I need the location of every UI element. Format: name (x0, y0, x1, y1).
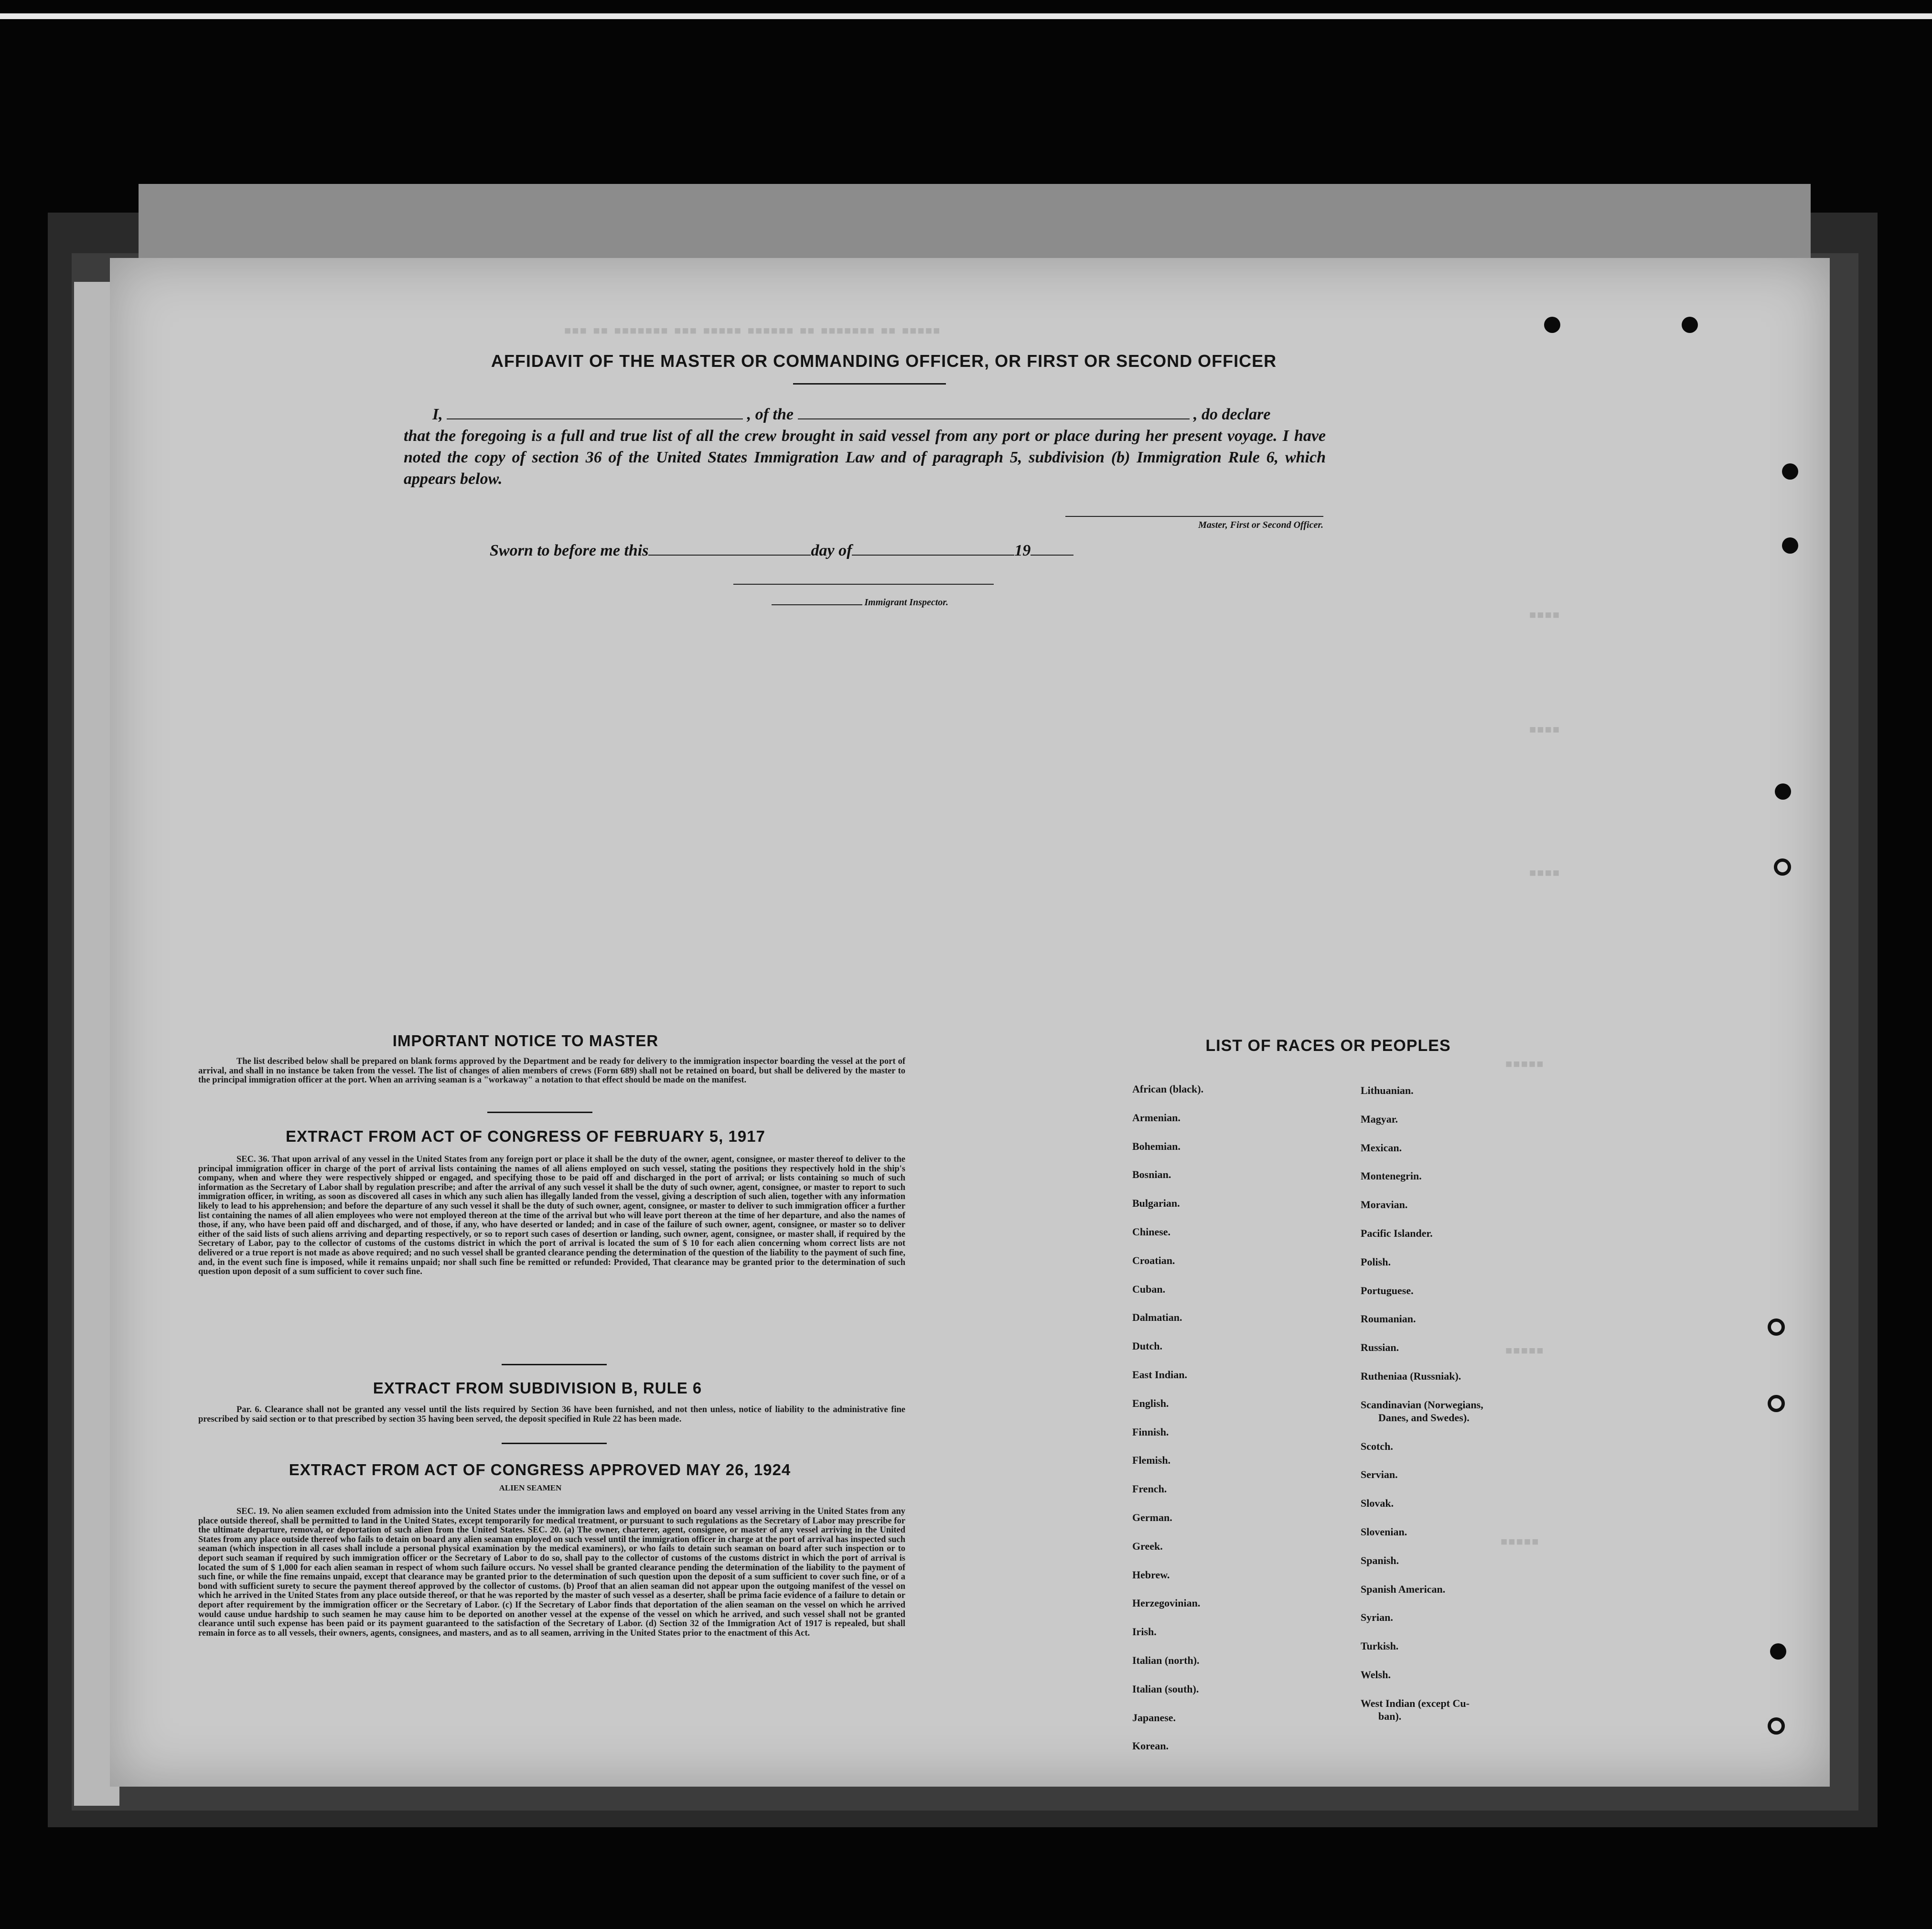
race-item: Slovak. (1361, 1497, 1394, 1510)
punch-hole (1782, 463, 1798, 480)
bleed-through: ▪▪▪▪▪ (1505, 1338, 1544, 1362)
sworn-line (490, 541, 1073, 560)
race-item: Polish. (1361, 1255, 1391, 1268)
signature-label: Master, First or Second Officer. (1198, 520, 1323, 530)
race-item: Finnish. (1132, 1425, 1169, 1438)
race-item: Cuban. (1132, 1283, 1166, 1295)
race-item: Hebrew. (1132, 1568, 1170, 1581)
race-item: Chinese. (1132, 1226, 1171, 1238)
notice-body: The list described below shall be prepared on blank forms approved by the Department and be ready for delivery to the immigration inspector boarding the vessel at the port of arrival, and shall in no instance be taken from the vessel. The list of changes of alien members of crews (Form 689) shall not be retained on board, but shall be delivered by the master to the principal immigration officer at the port. When an arriving seaman is a "workaway" a notation to that effect should be made on the manifest. (198, 1057, 905, 1085)
race-item: English. (1132, 1397, 1169, 1409)
title-rule (793, 383, 946, 385)
punch-hole (1770, 1643, 1786, 1660)
race-item: Dutch. (1132, 1340, 1162, 1352)
race-item: Welsh. (1361, 1669, 1391, 1681)
sworn-day-blank[interactable] (648, 541, 811, 556)
punch-hole (1774, 858, 1791, 876)
race-item: Dalmatian. (1132, 1311, 1182, 1324)
affidavit-body: that the foregoing is a full and true list of all the crew brought in said vessel from any port or place during her present voyage. I have noted the copy of section 36 of the United States Immigration Law and of paragraph 5, subdivision (b) Immigration Rule 6, which appears below. (404, 427, 1326, 488)
race-item: Slovenian. (1361, 1526, 1407, 1538)
race-item: French. (1132, 1483, 1167, 1495)
race-item: Turkish. (1361, 1640, 1399, 1652)
inspector-label (733, 597, 948, 608)
race-item: Spanish. (1361, 1554, 1399, 1566)
race-item: Greek. (1132, 1540, 1163, 1552)
extract-1917-body: SEC. 36. That upon arrival of any vessel in the United States from any foreign port or place it shall be the duty of the owner, agent, consignee, or master thereof to deliver to the principal immigration officer in charge of the port of arrival lists containing the names of all aliens employed on such vessel, stating the positions they respectively hold in the ship's company, when and where they were respectively shipped or engaged, and specifying those to be paid off and discharged in the port of arrival; or lists containing so much of such information as the Secretary of Labor shall by regulation prescribe; and after the arrival of any such vessel it shall be the duty of such owner, agent, consignee, or master to report to such immigration officer, in writing, as soon as discovered all cases in which any such alien has illegally landed from the vessel, giving a description of such alien, together with any information likely to lead to his apprehension; and before the departure of any such vessel it shall be the duty of such owner, agent, consignee, or master to deliver to such immigration officer a further list containing the names of all alien employees who were not employed thereon at the time of the arrival but who will leave port thereon at the time of her departure, and also the names of those, if any, who have been paid off and discharged, and of those, if any, who have deserted or landed; and in case of the failure of such owner, agent, consignee, or master so to deliver either of the said lists of such aliens arriving and departing respectively, or so to report such cases of desertion or landing, such owner, agent, consignee, or master shall, if required by the Secretary of Labor, pay to the collector of customs of the customs district in which the port of arrival is located the sum of $ 10 for each alien concerning whom correct lists are not delivered or a true report is not made as above required; and no such vessel shall be granted clearance pending the determination of the question of the liability to the payment of such fine, and, in the event such fine is imposed, while it remains unpaid; nor shall such fine be remitted or refunded: Provided, That clearance may be granted prior to the determination of such question upon deposit of a sum sufficient to cover such fine. (198, 1155, 905, 1277)
extract-rule6-body: Par. 6. Clearance shall not be granted any vessel until the lists required by Section 36 have been furnished, and not then unless, notice of liability to the administrative fine prescribed by said section or to that prescribed by section 35 having been served, the deposit specified in Rule 22 has been made. (198, 1405, 905, 1424)
affidavit-of-the: , of the (747, 406, 794, 423)
race-item: Servian. (1361, 1468, 1398, 1481)
master-name-blank[interactable] (447, 405, 743, 419)
punch-hole (1768, 1395, 1785, 1412)
race-item: Korean. (1132, 1740, 1169, 1752)
bleed-through: ▪▪▪ ▪▪ ▪▪▪▪▪▪▪ ▪▪▪ ▪▪▪▪▪ ▪▪▪▪▪▪ ▪▪ ▪▪▪▪▪▪▪ ▪▪ ▪▪▪▪▪ (564, 318, 941, 343)
race-item: Bulgarian. (1132, 1197, 1180, 1210)
notice-title: IMPORTANT NOTICE TO MASTER (392, 1032, 659, 1050)
vessel-name-blank[interactable] (798, 405, 1190, 419)
race-item: Syrian. (1361, 1611, 1393, 1624)
affidavit-first-line (404, 404, 1326, 425)
sworn-year-prefix: 19 (1014, 542, 1031, 559)
bleed-through: ▪▪▪▪▪ (1500, 1529, 1539, 1554)
race-item: Pacific Islander. (1361, 1227, 1433, 1239)
alien-seamen-subtitle: ALIEN SEAMEN (499, 1483, 562, 1492)
race-item: Lithuanian. (1361, 1084, 1414, 1096)
inspector-blank[interactable] (772, 604, 862, 605)
punch-hole (1682, 317, 1698, 333)
punch-hole (1768, 1717, 1785, 1735)
race-item: Herzegovinian. (1132, 1597, 1201, 1609)
sworn-year-blank[interactable] (1030, 541, 1073, 556)
extract-1924-title: EXTRACT FROM ACT OF CONGRESS APPROVED MAY 26, 1924 (289, 1461, 791, 1479)
affidavit-title: AFFIDAVIT OF THE MASTER OR COMMANDING OFFICER, OR FIRST OR SECOND OFFICER (491, 351, 1277, 371)
race-item: Russian. (1361, 1341, 1399, 1354)
race-item: Scotch. (1361, 1440, 1393, 1452)
race-item: Bosnian. (1132, 1168, 1171, 1181)
extract-1924-body: SEC. 19. No alien seamen excluded from admission into the United States under the immigration laws and employed on board any vessel arriving in the United States from any place outside thereof, shall be permitted to land in the United States, except temporarily for medical treatment, or pursuant to such regulations as the Secretary of Labor may prescribe for the ultimate departure, removal, or deportation of such alien from the United States. SEC. 20. (a) The owner, charterer, agent, consignee, or master of any vessel arriving in the United States from any place outside thereof who fails to detain on board any alien seaman employed on such vessel until the immigration officer in charge at the port of arrival has inspected such seaman (which inspection in all cases shall include a personal physical examination by the medical examiners), or who fails to detain such seaman on board after such inspection or to deport such seaman if required by such immigration officer or the Secretary of Labor to do so, shall pay to the collector of customs of the customs district in which the port of arrival is located the sum of $ 1,000 for each alien seaman in respect of whom such failure occurs. No vessel shall be granted clearance pending the determination of the liability to the payment of such fine, or while the fine remains unpaid, except that clearance may be granted prior to the determination of such question upon the deposit of a sum sufficient to cover such fine, or of a bond with sufficient surety to secure the payment thereof approved by the collector of customs. (b) Proof that an alien seaman did not appear upon the outgoing manifest of the vessel on which he arrived in the United States from any place outside thereof, or that he was reported by the master of such vessel as a deserter, shall be prima facie evidence of a failure to detain or deport after requirement by the immigration officer or the Secretary of Labor. (c) If the Secretary of Labor finds that deportation of the alien seaman on the vessel on which he arrived would cause undue hardship to such seamen he may cause him to be deported on another vessel at the expense of the vessel on which he arrived, and such vessel shall not be granted clearance until such expense has been paid or its payment guaranteed to the satisfaction of the Secretary of Labor. (d) Section 32 of the Immigration Act of 1917 is repealed, but shall remain in force as to all vessels, their owners, agents, consignees, and masters, and as to all seamen, arriving in the United States prior to the enactment of this Act. (198, 1507, 905, 1638)
race-item: Montenegrin. (1361, 1170, 1422, 1182)
bleed-through: ▪▪▪▪▪ (1505, 1051, 1544, 1076)
extract-1917-title: EXTRACT FROM ACT OF CONGRESS OF FEBRUARY 5, 1917 (286, 1127, 765, 1145)
race-item: Armenian. (1132, 1111, 1181, 1124)
race-item: German. (1132, 1511, 1172, 1523)
section-rule (502, 1364, 607, 1365)
race-item: Mexican. (1361, 1141, 1402, 1154)
affidavit-i-label: I, (432, 406, 443, 423)
sworn-prefix: Sworn to before me this (490, 542, 649, 559)
punch-hole (1768, 1318, 1785, 1336)
extract-rule6-title: EXTRACT FROM SUBDIVISION B, RULE 6 (373, 1379, 702, 1397)
race-item: East Indian. (1132, 1369, 1187, 1381)
races-title: LIST OF RACES OR PEOPLES (1205, 1037, 1451, 1055)
race-item: Portuguese. (1361, 1284, 1414, 1297)
race-item: Japanese. (1132, 1711, 1176, 1724)
race-item: Rutheniaa (Russniak). (1361, 1370, 1461, 1382)
section-rule (487, 1112, 592, 1113)
race-item: Croatian. (1132, 1254, 1175, 1266)
section-rule (502, 1443, 607, 1444)
race-item: Magyar. (1361, 1113, 1398, 1125)
punch-hole (1775, 783, 1791, 800)
race-item: African (black). (1132, 1083, 1204, 1095)
race-item: Roumanian. (1361, 1313, 1416, 1325)
race-item: Italian (south). (1132, 1683, 1199, 1695)
bleed-through: ▪▪▪▪ (1529, 860, 1560, 885)
race-item: Flemish. (1132, 1454, 1171, 1467)
race-item: Italian (north). (1132, 1654, 1200, 1666)
race-item: West Indian (except Cu- (1361, 1697, 1470, 1709)
race-item: Bohemian. (1132, 1140, 1181, 1152)
race-item: Irish. (1132, 1626, 1157, 1638)
sworn-month-blank[interactable] (852, 541, 1014, 556)
race-item: Scandinavian (Norwegians, (1361, 1398, 1483, 1411)
punch-hole (1544, 317, 1560, 333)
scan-top-rule (0, 13, 1932, 19)
affidavit-statement (404, 404, 1326, 490)
race-item: ban). (1378, 1710, 1402, 1722)
punch-hole (1782, 537, 1798, 554)
signature-line[interactable] (1065, 516, 1323, 517)
race-item: Spanish American. (1361, 1583, 1446, 1595)
sworn-day-of: day of (811, 542, 852, 559)
race-item: Danes, and Swedes). (1378, 1411, 1470, 1424)
race-item: Moravian. (1361, 1199, 1408, 1211)
inspector-signature-line[interactable] (733, 584, 994, 585)
affidavit-do-declare: , do declare (1193, 406, 1271, 423)
bleed-through: ▪▪▪▪ (1529, 602, 1560, 627)
inspector-label-text: Immigrant Inspector. (864, 597, 948, 608)
bleed-through: ▪▪▪▪ (1529, 717, 1560, 741)
